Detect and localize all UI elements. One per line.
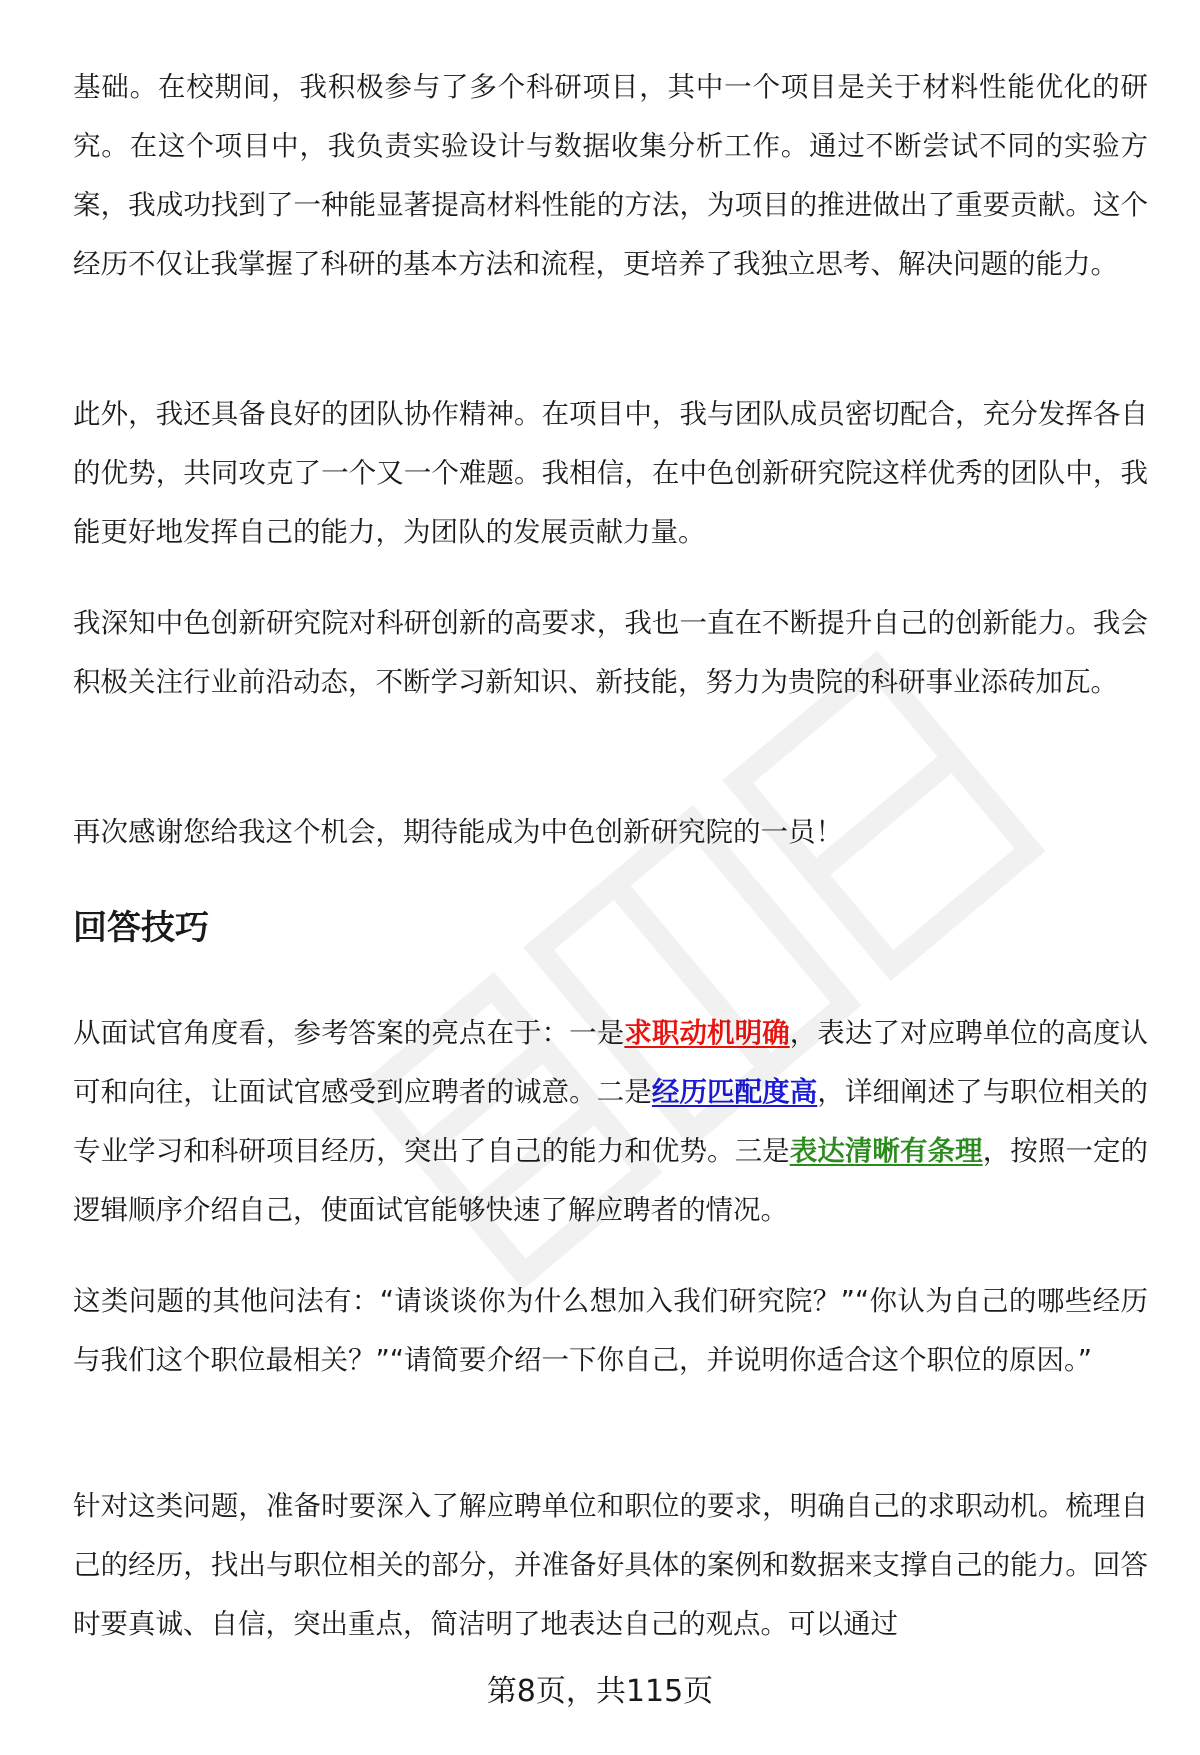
- paragraph-research-experience: 基础。在校期间，我积极参与了多个科研项目，其中一个项目是关于材料性能优化的研究。在这个项目中，我负责实验设计与数据收集分析工作。通过不断尝试不同的实验方案，我成功找到了一种能显著提高材料性能的方法，为项目的推进做出了重要贡献。这个经历不仅让我掌握了科研的基本方法和流程，更培养了我独立思考、解决问题的能力。: [73, 71, 1148, 280]
- text-segment: ，表达了对应聘单位的高度认可和向往，让面试官感受到应聘者的诚意。二是: [73, 1017, 1149, 1108]
- highlight-motivation-clear: 求职动机明确: [624, 1017, 790, 1049]
- paragraph-preparation-advice: 针对这类问题，准备时要深入了解应聘单位和职位的要求，明确自己的求职动机。梳理自己的经历，找出与职位相关的部分，并准备好具体的案例和数据来支撑自己的能力。回答时要真诚、自信，突出重点，简洁明了地表达自己的观点。可以通过: [73, 1490, 1148, 1640]
- highlight-experience-match: 经历匹配度高: [651, 1076, 818, 1108]
- text-segment: ，按照一定的逻辑顺序介绍自己，使面试官能够快速了解应聘者的情况。: [73, 1135, 1149, 1226]
- paragraph-interviewer-view: [73, 1004, 1148, 1240]
- paragraph-alternative-questions: 这类问题的其他问法有：“请谈谈你为什么想加入我们研究院？”“你认为自己的哪些经历与我们这个职位最相关？”“请简要介绍一下你自己，并说明你适合这个职位的原因。”: [73, 1285, 1148, 1376]
- paragraph-teamwork: 此外，我还具备良好的团队协作精神。在项目中，我与团队成员密切配合，充分发挥各自的优势，共同攻克了一个又一个难题。我相信，在中色创新研究院这样优秀的团队中，我能更好地发挥自己的能力，为团队的发展贡献力量。: [73, 398, 1148, 548]
- text-segment: 从面试官角度看，参考答案的亮点在于：一是: [73, 1017, 625, 1049]
- paragraph-innovation: 我深知中色创新研究院对科研创新的高要求，我也一直在不断提升自己的创新能力。我会积极关注行业前沿动态，不断学习新知识、新技能，努力为贵院的科研事业添砖加瓦。: [73, 607, 1148, 698]
- highlight-clear-expression: 表达清晰有条理: [789, 1135, 983, 1167]
- text-segment: ，详细阐述了与职位相关的专业学习和科研项目经历，突出了自己的能力和优势。三是: [73, 1076, 1149, 1167]
- paragraph-thanks: 再次感谢您给我这个机会，期待能成为中色创新研究院的一员！: [73, 816, 843, 848]
- section-heading-answer-tips: 回答技巧: [73, 908, 209, 948]
- page-number-footer: 第8页，共115页: [486, 1674, 714, 1709]
